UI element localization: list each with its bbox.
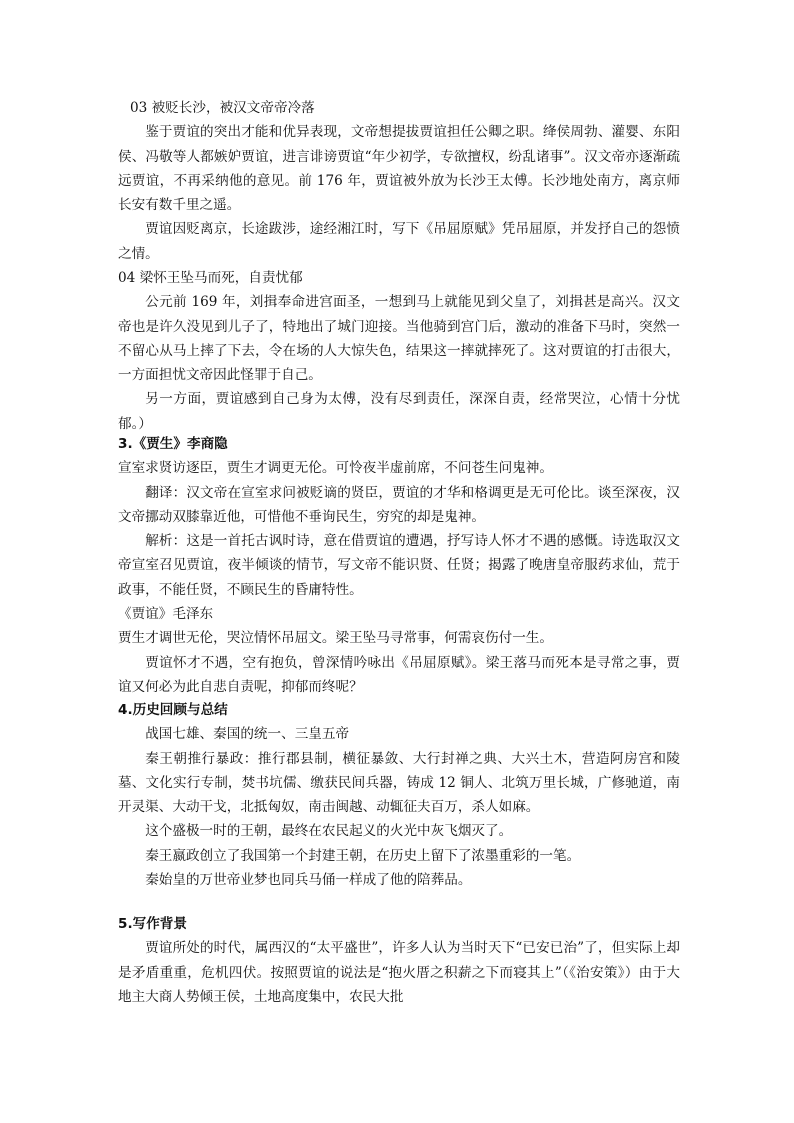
section-04 [118, 266, 680, 436]
section-4-heading: 4.历史回顾与总结 [118, 702, 228, 718]
paragraph: 秦王嬴政创立了我国第一个封建王朝，在历史上留下了浓墨重彩的一笔。 [145, 847, 581, 864]
section-03 [118, 96, 680, 266]
paragraph: 这个盛极一时的王朝，最终在农民起义的火光中灰飞烟灭了。 [145, 823, 513, 840]
paragraph: 公元前 169 年，刘揖奉命进宫面圣，一想到马上就能见到父皇了，刘揖甚是高兴。汉文帝也是许久没见到儿子了，特地出了城门迎接。当他骑到宫门后，激动的准备下马时，突然一不留心从马上摔了下去，令在场的人大惊失色，结果这一摔就摔死了。这对贾谊的打击很大，一方面担忧文帝因此怪罪于自己。 [118, 294, 680, 384]
mao-poem-title: 《贾谊》毛泽东 [118, 606, 214, 622]
section-04-heading: 04 梁怀王坠马而死，自责忧郁 [118, 270, 303, 286]
mao-poem-section [118, 602, 680, 699]
analysis-paragraph: 解析：这是一首托古讽时诗，意在借贾谊的遭遇，抒写诗人怀才不遇的感慨。诗选取汉文帝宣室召见贾谊，夜半倾谈的情节，写文帝不能识贤、任贤；揭露了晚唐皇帝服药求仙，荒于政事，不能任贤，不顾民生的昏庸特性。 [118, 533, 680, 598]
mao-poem-text: 贾生才调世无伦，哭泣情怀吊屈文。梁王坠马寻常事，何需哀伤付一生。 [118, 630, 553, 647]
paragraph: 鉴于贾谊的突出才能和优异表现，文帝想提拔贾谊担任公卿之职。绛侯周勃、灌婴、东阳侯、冯敬等人都嫉妒贾谊，进言诽谤贾谊“年少初学，专欲擅权，纷乱诸事”。汉文帝亦逐渐疏远贾谊，不再采纳他的意见。前 176 年，贾谊被外放为长沙王太傅。长沙地处南方，离京师长安有数千里之遥。 [118, 124, 680, 214]
mao-poem-note: 贾谊怀才不遇，空有抱负，曾深情吟咏出《吊屈原赋》。梁王落马而死本是寻常之事，贾谊又何必为此自悲自责呢，抑郁而终呢？ [118, 654, 680, 695]
section-4 [118, 698, 680, 892]
paragraph: 另一方面，贾谊感到自己身为太傅，没有尽到责任，深深自责，经常哭泣，心情十分忧郁。） [118, 391, 680, 432]
paragraph: 贾谊所处的时代，属西汉的“太平盛世”，许多人认为当时天下“已安已治”了，但实际上却是矛盾重重，危机四伏。按照贾谊的说法是“抱火厝之积薪之下而寝其上”（《治安策》）由于大地主大商人势倾王侯，土地高度集中，农民大批 [118, 940, 680, 1005]
section-03-heading: 03 被贬长沙，被汉文帝帝冷落 [130, 100, 315, 116]
section-5-heading: 5.写作背景 [118, 916, 187, 932]
section-5 [118, 912, 680, 1009]
section-3 [118, 432, 680, 602]
translation-paragraph: 翻译：汉文帝在宣室求问被贬谪的贤臣，贾谊的才华和格调更是无可伦比。谈至深夜，汉文帝挪动双膝靠近他，可惜他不垂询民生，穷究的却是鬼神。 [118, 484, 680, 525]
section-3-heading: 3.《贾生》李商隐 [118, 436, 228, 452]
paragraph: 贾谊因贬离京，长途跋涉，途经湘江时，写下《吊屈原赋》凭吊屈原，并发抒自己的怨愤之情。 [118, 221, 680, 262]
paragraph: 秦王朝推行暴政：推行郡县制，横征暴敛、大行封禅之典、大兴土木，营造阿房宫和陵墓、文化实行专制，焚书坑儒、缴获民间兵器，铸成 12 铜人、北筑万里长城，广修驰道，南开灵渠、大动干戈，北抵匈奴，南击闽越、动辄征夫百万，杀人如麻。 [118, 750, 680, 816]
poem-text: 宣室求贤访逐臣，贾生才调更无伦。可怜夜半虚前席，不问苍生问鬼神。 [118, 460, 553, 477]
paragraph: 战国七雄、秦国的统一、三皇五帝 [145, 726, 350, 743]
paragraph: 秦始皇的万世帝业梦也同兵马俑一样成了他的陪葬品。 [145, 872, 472, 889]
